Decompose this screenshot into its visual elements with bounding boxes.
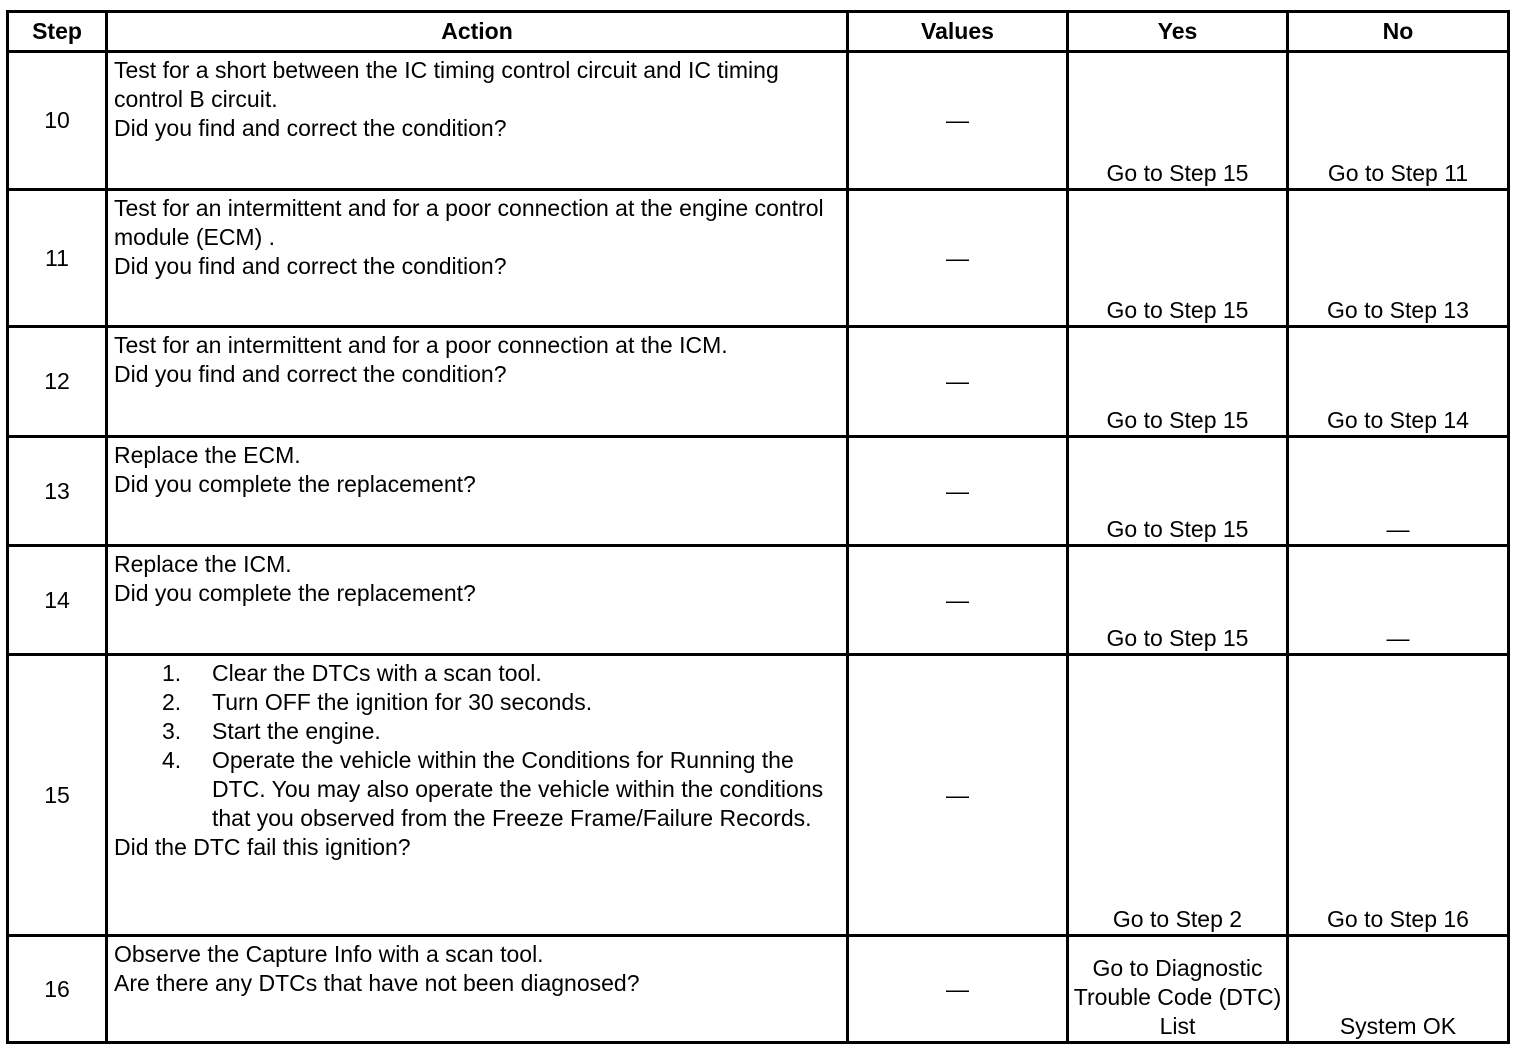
action-cell <box>107 546 848 655</box>
yes-cell: Go to Step 15 <box>1068 546 1288 655</box>
action-question: Did you find and correct the condition? <box>114 115 507 141</box>
action-instruction: Test for an intermittent and for a poor connection at the engine control module (ECM) . <box>114 195 830 250</box>
instruction-list <box>114 659 840 833</box>
yes-cell: Go to Step 15 <box>1068 52 1288 190</box>
no-cell: System OK <box>1288 936 1509 1043</box>
table-row <box>8 655 1509 936</box>
yes-cell: Go to Step 2 <box>1068 655 1288 936</box>
action-question: Did you complete the replacement? <box>114 471 476 497</box>
action-instruction: Replace the ICM. <box>114 551 292 577</box>
step-number: 12 <box>8 327 107 437</box>
action-cell <box>107 437 848 546</box>
table-row <box>8 52 1509 190</box>
values-cell: — <box>848 655 1068 936</box>
values-cell: — <box>848 437 1068 546</box>
table-row <box>8 327 1509 437</box>
action-instruction: Test for an intermittent and for a poor connection at the ICM. <box>114 332 728 358</box>
yes-cell: Go to Step 15 <box>1068 437 1288 546</box>
yes-cell: Go to Diagnostic Trouble Code (DTC) List <box>1068 936 1288 1043</box>
header-yes: Yes <box>1068 12 1288 52</box>
header-values: Values <box>848 12 1068 52</box>
values-cell: — <box>848 546 1068 655</box>
action-cell <box>107 190 848 327</box>
no-cell: Go to Step 11 <box>1288 52 1509 190</box>
no-cell: — <box>1288 546 1509 655</box>
header-step: Step <box>8 12 107 52</box>
action-question: Did you find and correct the condition? <box>114 361 507 387</box>
step-number: 16 <box>8 936 107 1043</box>
step-number: 14 <box>8 546 107 655</box>
action-question: Did you complete the replacement? <box>114 580 476 606</box>
values-cell: — <box>848 327 1068 437</box>
instruction-list-item: Start the engine. <box>212 718 381 744</box>
step-number: 13 <box>8 437 107 546</box>
action-cell <box>107 52 848 190</box>
action-cell <box>107 655 848 936</box>
instruction-list-item: Clear the DTCs with a scan tool. <box>212 660 542 686</box>
action-question: Did the DTC fail this ignition? <box>114 834 411 860</box>
yes-cell: Go to Step 15 <box>1068 327 1288 437</box>
action-question: Are there any DTCs that have not been diagnosed? <box>114 970 640 996</box>
step-number: 10 <box>8 52 107 190</box>
step-number: 11 <box>8 190 107 327</box>
instruction-list-item: Turn OFF the ignition for 30 seconds. <box>212 689 593 715</box>
values-cell: — <box>848 936 1068 1043</box>
values-cell: — <box>848 52 1068 190</box>
instruction-list-item: Operate the vehicle within the Conditions for Running the DTC. You may also operate the vehicle within the conditions that you observed from the Freeze Frame/Failure Records. <box>212 747 824 831</box>
table-row <box>8 936 1509 1043</box>
values-cell: — <box>848 190 1068 327</box>
action-cell <box>107 327 848 437</box>
no-cell: Go to Step 13 <box>1288 190 1509 327</box>
action-instruction: Replace the ECM. <box>114 442 301 468</box>
header-row <box>8 12 1509 52</box>
diagnostic-table <box>6 10 1510 1044</box>
header-action: Action <box>107 12 848 52</box>
table-row <box>8 437 1509 546</box>
action-question: Did you find and correct the condition? <box>114 253 507 279</box>
no-cell: Go to Step 16 <box>1288 655 1509 936</box>
no-cell: — <box>1288 437 1509 546</box>
action-instruction: Observe the Capture Info with a scan tool. <box>114 941 544 967</box>
table-row <box>8 546 1509 655</box>
table-row <box>8 190 1509 327</box>
action-cell <box>107 936 848 1043</box>
no-cell: Go to Step 14 <box>1288 327 1509 437</box>
header-no: No <box>1288 12 1509 52</box>
step-number: 15 <box>8 655 107 936</box>
yes-cell: Go to Step 15 <box>1068 190 1288 327</box>
action-instruction: Test for a short between the IC timing control circuit and IC timing control B circuit. <box>114 57 786 112</box>
